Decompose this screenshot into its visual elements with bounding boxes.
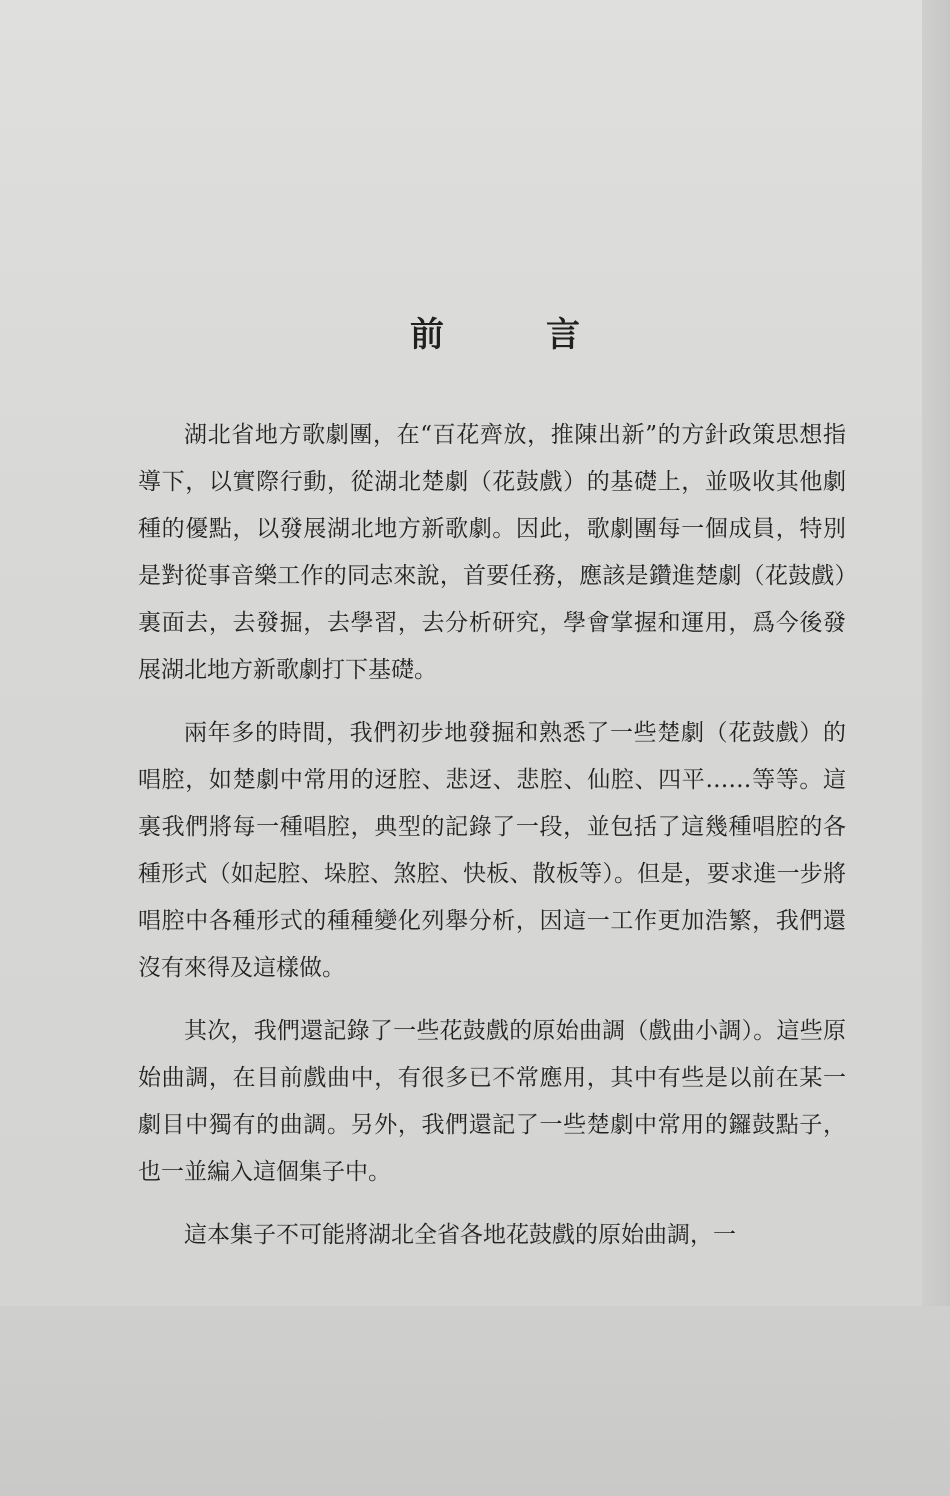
- paragraph-4: 這本集子不可能將湖北全省各地花鼓戲的原始曲調，一: [184, 1222, 736, 1248]
- page-title-char-2: 言: [546, 315, 580, 355]
- page-title: [410, 315, 580, 355]
- paragraph-1: 湖北省地方歌劇團，在“百花齊放，推陳出新”的方針政策思想指導下，以實際行動，從湖北楚劇（花鼓戲）的基礎上，並吸收其他劇種的優點，以發展湖北地方新歌劇。因此，歌劇團每一個成員，特別是對從事音樂工作的同志來說，首要任務，應該是鑽進楚劇（花鼓戲）裏面去，去發掘，去學習，去分析研究，學會掌握和運用，爲今後發展湖北地方新歌劇打下基礎。: [138, 422, 846, 683]
- page-edge-shadow: [922, 0, 950, 1310]
- paragraph-3: 其次，我們還記錄了一些花鼓戲的原始曲調（戲曲小調）。這些原始曲調，在目前戲曲中，有很多已不常應用，其中有些是以前在某一劇目中獨有的曲調。另外，我們還記了一些楚劇中常用的鑼鼓點子，也一並編入這個集子中。: [138, 1018, 846, 1185]
- body-text: [138, 412, 846, 1259]
- page-title-char-1: 前: [410, 315, 444, 355]
- paragraph-2: 兩年多的時間，我們初步地發掘和熟悉了一些楚劇（花鼓戲）的唱腔，如楚劇中常用的迓腔、悲迓、悲腔、仙腔、四平……等等。這裏我們將每一種唱腔，典型的記錄了一段，並包括了這幾種唱腔的各種形式（如起腔、垛腔、煞腔、快板、散板等）。但是，要求進一步將唱腔中各種形式的種種變化列舉分析，因這一工作更加浩繁，我們還沒有來得及這樣做。: [138, 720, 846, 981]
- page-bottom-shadow: [0, 1306, 950, 1496]
